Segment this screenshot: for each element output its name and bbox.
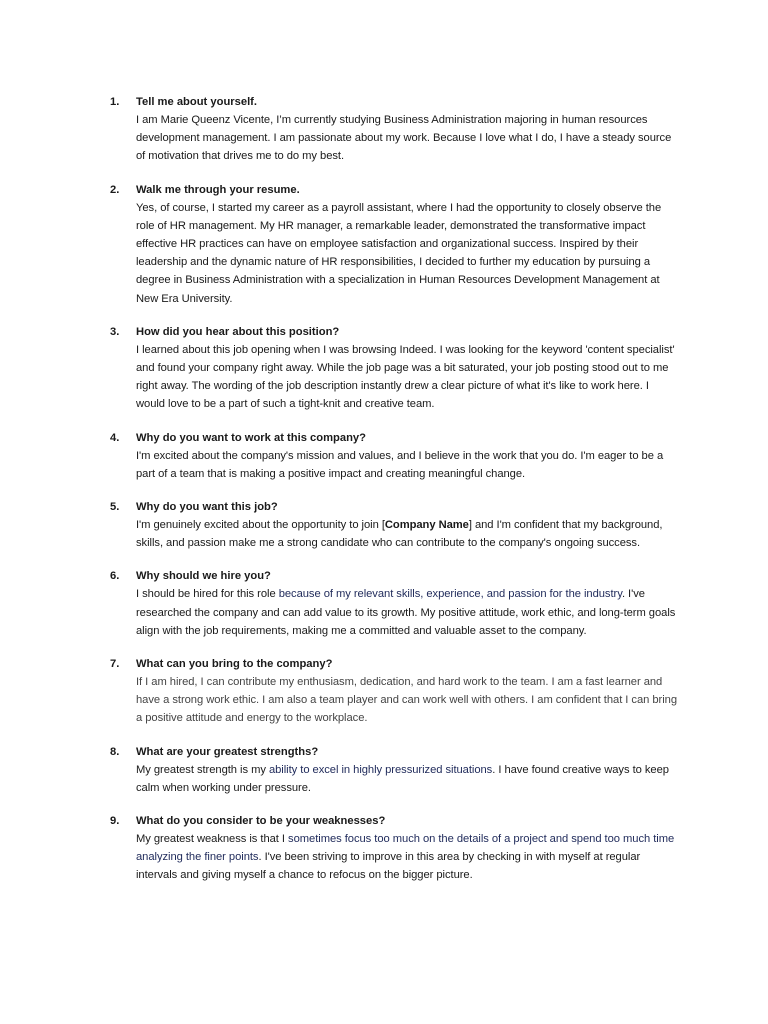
answer-text: I am Marie Queenz Vicente, I’m currently studying Business Administration majoring in human resources development management. I am passionate about my work. Because I love what I do, I have a steady source of motivation that drives me to do my best.	[136, 114, 672, 163]
highlighted-phrase: sometimes focus too much on the details of a project and spend too much time analyzing the finer points	[136, 833, 675, 864]
answer-text: . I've been striving to improve in this area by checking in with myself at regular intervals and giving myself a chance to refocus on the bigger picture.	[136, 851, 641, 882]
answer-paragraph	[136, 516, 680, 552]
answer-text: I'm genuinely excited about the opportunity to join [	[136, 519, 385, 532]
list-item	[110, 655, 680, 728]
question-block	[136, 743, 680, 797]
question-number: 1.	[110, 96, 120, 108]
answer-text: ] and I'm confident that my background, skills, and passion make me a strong candidate who can contribute to the company's ongoing success.	[136, 519, 663, 550]
question-block	[136, 181, 680, 308]
answer-text: I should be hired for this role	[136, 588, 279, 601]
list-item	[110, 498, 680, 552]
question-number: 3.	[110, 325, 120, 338]
question-number: 4.	[110, 431, 120, 444]
answer-paragraph	[136, 447, 680, 483]
question-number: 9.	[110, 815, 120, 828]
question-heading: What are your greatest strengths?	[136, 745, 319, 758]
answer-text: If I am hired, I can contribute my enthusiasm, dedication, and hard work to the team. I am a fast learner and have a strong work ethic. I am also a team player and can work well with others. I am confident that I can bring a positive attitude and energy to the workplace.	[136, 676, 677, 725]
answer-paragraph	[136, 585, 680, 640]
question-heading: Why should we hire you?	[136, 570, 271, 583]
list-item	[110, 93, 680, 166]
interview-question-list	[110, 93, 680, 900]
question-number: 6.	[110, 570, 120, 583]
question-heading: Tell me about yourself.	[136, 96, 258, 108]
answer-text: My greatest weakness is that I	[136, 833, 289, 846]
question-heading: Why do you want to work at this company?	[136, 431, 366, 444]
question-heading: Why do you want this job?	[136, 501, 278, 514]
question-heading: Walk me through your resume.	[136, 183, 300, 196]
answer-paragraph	[136, 673, 680, 728]
question-heading: How did you hear about this position?	[136, 325, 340, 338]
answer-paragraph	[136, 199, 680, 308]
list-item	[110, 429, 680, 483]
question-block	[136, 498, 680, 552]
answer-paragraph	[136, 761, 680, 797]
answer-text: . I have found creative ways to keep calm when working under pressure.	[136, 763, 669, 794]
answer-text: My greatest strength is my	[136, 763, 269, 776]
question-block	[136, 812, 680, 885]
list-item	[110, 323, 680, 414]
question-number: 7.	[110, 658, 120, 671]
question-block	[136, 429, 680, 483]
list-item	[110, 181, 680, 308]
answer-paragraph	[136, 341, 680, 414]
answer-text: . I've researched the company and can add value to its growth. My positive attitude, work ethic, and long-term goals align with the job requirements, making me a committed and valuable asset to the company.	[136, 588, 676, 637]
question-heading: What can you bring to the company?	[136, 658, 333, 671]
question-block	[136, 93, 680, 166]
question-number: 8.	[110, 745, 120, 758]
bold-phrase: Company Name	[384, 519, 469, 532]
answer-paragraph	[136, 830, 680, 885]
question-block	[136, 567, 680, 640]
question-number: 5.	[110, 501, 120, 514]
answer-text: I learned about this job opening when I was browsing Indeed. I was looking for the keyword 'content specialist' and found your company right away. While the job page was a bit saturated, your job posting stood out to me right away. The wording of the job description instantly drew a clear picture of what it's like to work here. I would love to be a part of such a tight-knit and creative team.	[136, 343, 675, 411]
list-item	[110, 743, 680, 797]
question-block	[136, 655, 680, 728]
question-block	[136, 323, 680, 414]
highlighted-phrase: ability to excel in highly pressurized situations	[268, 763, 493, 776]
question-heading: What do you consider to be your weaknesses?	[136, 815, 386, 828]
list-item	[110, 567, 680, 640]
list-item	[110, 812, 680, 885]
answer-text: Yes, of course, I started my career as a payroll assistant, where I had the opportunity to closely observe the role of HR management. My HR manager, a remarkable leader, demonstrated the transformative impact effective HR practices can have on employee satisfaction and organizational success. Inspired by their leadership and the dynamic nature of HR responsibilities, I decided to further my education by pursuing a degree in Business Administration with a specialization in Human Resources Development Management at New Era University.	[136, 201, 662, 305]
answer-text: I'm excited about the company's mission and values, and I believe in the work that you do. I'm eager to be a part of a team that is making a positive impact and creating meaningful change.	[136, 449, 664, 480]
highlighted-phrase: because of my relevant skills, experience, and passion for the industry	[278, 588, 622, 601]
answer-paragraph	[136, 111, 680, 166]
question-number: 2.	[110, 183, 120, 196]
